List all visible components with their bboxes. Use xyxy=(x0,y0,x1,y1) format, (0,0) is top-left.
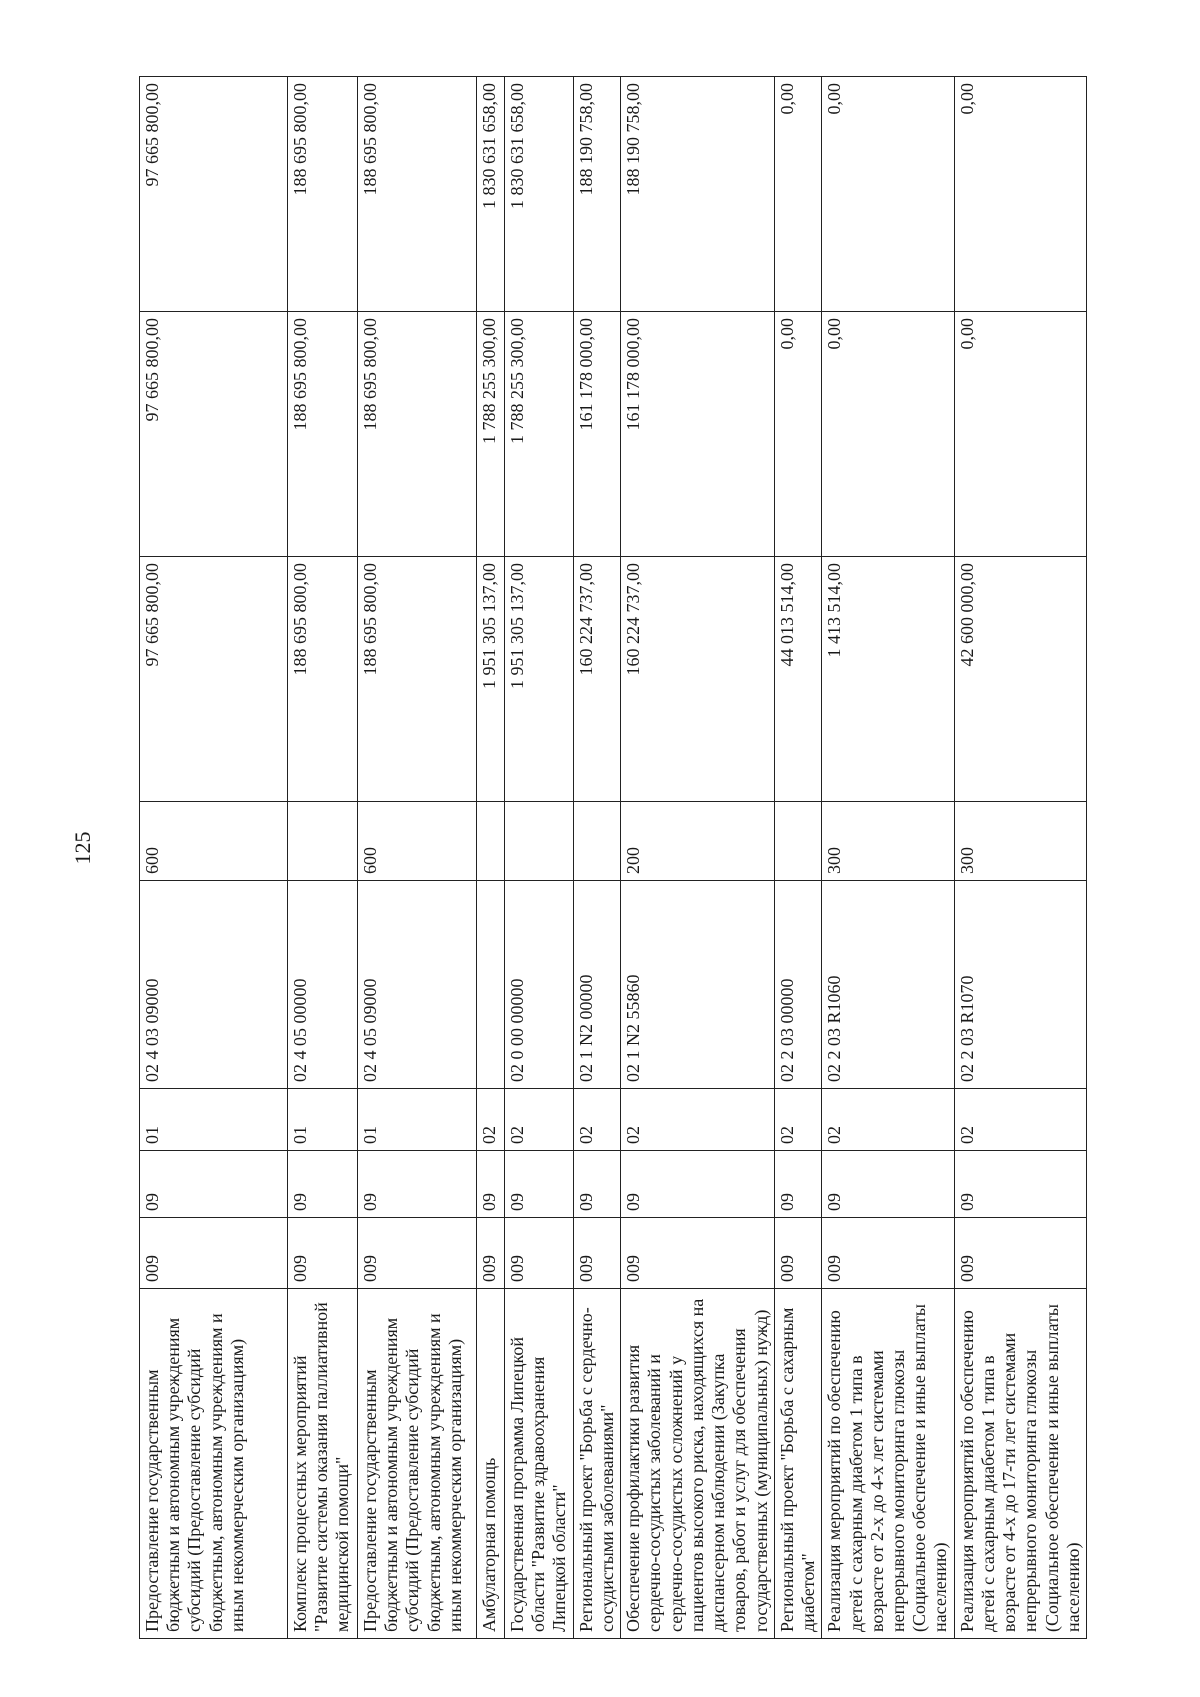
row-name-cell: Амбулаторная помощь xyxy=(477,1289,505,1639)
amount-year1-cell: 42 600 000,00 xyxy=(954,557,1086,802)
amount-year2-cell: 188 695 800,00 xyxy=(358,312,477,557)
amount-year3-cell: 1 830 631 658,00 xyxy=(505,77,574,312)
amount-year2-cell: 1 788 255 300,00 xyxy=(477,312,505,557)
row-name-cell: Обеспечение профилактики развития сердечно-сосудистых заболеваний и сердечно-сосудистых осложнений у пациентов высокого риска, находящихся на диспансерном наблюдении (Закупка товаров, работ и услуг для обеспечения государственных (муниципальных) нужд) xyxy=(621,1289,775,1639)
row-name-cell: Региональный проект "Борьба с сердечно-сосудистыми заболеваниями" xyxy=(573,1289,620,1639)
section-code-cell: 09 xyxy=(140,1151,288,1218)
ministry-code-cell: 009 xyxy=(621,1218,775,1289)
amount-year1-cell: 44 013 514,00 xyxy=(774,557,821,802)
amount-year1-cell: 1 413 514,00 xyxy=(822,557,954,802)
amount-year1-cell: 97 665 800,00 xyxy=(140,557,288,802)
row-name-cell: Предоставление государственным бюджетным и автономным учреждениям субсидий (Предоставление субсидий бюджетным, автономным учреждениям и иным некоммерческим организациям) xyxy=(140,1289,288,1639)
expense-type-cell xyxy=(573,802,620,881)
table-row xyxy=(358,77,477,1639)
section-code-cell: 09 xyxy=(288,1151,358,1218)
amount-year3-cell: 0,00 xyxy=(954,77,1086,312)
amount-year2-cell: 1 788 255 300,00 xyxy=(505,312,574,557)
subsection-code-cell: 01 xyxy=(140,1089,288,1151)
ministry-code-cell: 009 xyxy=(140,1218,288,1289)
section-code-cell: 09 xyxy=(505,1151,574,1218)
table-row xyxy=(774,77,821,1639)
amount-year3-cell: 1 830 631 658,00 xyxy=(477,77,505,312)
amount-year3-cell: 0,00 xyxy=(822,77,954,312)
expense-type-cell: 600 xyxy=(140,802,288,881)
amount-year3-cell: 0,00 xyxy=(774,77,821,312)
expense-type-cell xyxy=(477,802,505,881)
expense-type-cell: 300 xyxy=(954,802,1086,881)
table-row xyxy=(621,77,775,1639)
target-article-cell: 02 2 03 00000 xyxy=(774,881,821,1089)
amount-year2-cell: 0,00 xyxy=(822,312,954,557)
amount-year2-cell: 161 178 000,00 xyxy=(573,312,620,557)
section-code-cell: 09 xyxy=(621,1151,775,1218)
target-article-cell xyxy=(477,881,505,1089)
section-code-cell: 09 xyxy=(358,1151,477,1218)
subsection-code-cell: 02 xyxy=(822,1089,954,1151)
subsection-code-cell: 02 xyxy=(505,1089,574,1151)
expense-type-cell: 300 xyxy=(822,802,954,881)
target-article-cell: 02 1 N2 00000 xyxy=(573,881,620,1089)
expense-type-cell: 200 xyxy=(621,802,775,881)
table-row xyxy=(954,77,1086,1639)
amount-year1-cell: 160 224 737,00 xyxy=(573,557,620,802)
table-row xyxy=(477,77,505,1639)
ministry-code-cell: 009 xyxy=(288,1218,358,1289)
amount-year3-cell: 188 695 800,00 xyxy=(288,77,358,312)
expense-type-cell xyxy=(505,802,574,881)
subsection-code-cell: 02 xyxy=(954,1089,1086,1151)
target-article-cell: 02 4 05 00000 xyxy=(288,881,358,1089)
subsection-code-cell: 02 xyxy=(573,1089,620,1151)
section-code-cell: 09 xyxy=(573,1151,620,1218)
amount-year3-cell: 188 190 758,00 xyxy=(573,77,620,312)
amount-year3-cell: 97 665 800,00 xyxy=(140,77,288,312)
table-row xyxy=(573,77,620,1639)
amount-year2-cell: 0,00 xyxy=(774,312,821,557)
table-row xyxy=(140,77,288,1639)
amount-year1-cell: 1 951 305 137,00 xyxy=(505,557,574,802)
amount-year3-cell: 188 190 758,00 xyxy=(621,77,775,312)
amount-year2-cell: 188 695 800,00 xyxy=(288,312,358,557)
subsection-code-cell: 02 xyxy=(477,1089,505,1151)
row-name-cell: Предоставление государственным бюджетным и автономным учреждениям субсидий (Предоставление субсидий бюджетным, автономным учреждениям и иным некоммерческим организациям) xyxy=(358,1289,477,1639)
section-code-cell: 09 xyxy=(774,1151,821,1218)
table-row xyxy=(505,77,574,1639)
section-code-cell: 09 xyxy=(954,1151,1086,1218)
ministry-code-cell: 009 xyxy=(954,1218,1086,1289)
ministry-code-cell: 009 xyxy=(774,1218,821,1289)
section-code-cell: 09 xyxy=(822,1151,954,1218)
page-number: 125 xyxy=(70,831,95,865)
target-article-cell: 02 4 03 09000 xyxy=(140,881,288,1089)
ministry-code-cell: 009 xyxy=(573,1218,620,1289)
row-name-cell: Реализация мероприятий по обеспечению детей с сахарным диабетом 1 типа в возрасте от 4-х до 17-ти лет системами непрерывного мониторинга глюкозы (Социальное обеспечение и иные выплаты населению) xyxy=(954,1289,1086,1639)
target-article-cell: 02 1 N2 55860 xyxy=(621,881,775,1089)
row-name-cell: Реализация мероприятий по обеспечению детей с сахарным диабетом 1 типа в возрасте от 2-х до 4-х лет системами непрерывного мониторинга глюкозы (Социальное обеспечение и иные выплаты населению) xyxy=(822,1289,954,1639)
budget-table xyxy=(139,76,1087,1639)
subsection-code-cell: 02 xyxy=(774,1089,821,1151)
target-article-cell: 02 0 00 00000 xyxy=(505,881,574,1089)
amount-year2-cell: 97 665 800,00 xyxy=(140,312,288,557)
ministry-code-cell: 009 xyxy=(358,1218,477,1289)
amount-year2-cell: 161 178 000,00 xyxy=(621,312,775,557)
target-article-cell: 02 4 05 09000 xyxy=(358,881,477,1089)
ministry-code-cell: 009 xyxy=(505,1218,574,1289)
expense-type-cell: 600 xyxy=(358,802,477,881)
expense-type-cell xyxy=(288,802,358,881)
ministry-code-cell: 009 xyxy=(822,1218,954,1289)
amount-year2-cell: 0,00 xyxy=(954,312,1086,557)
target-article-cell: 02 2 03 R1070 xyxy=(954,881,1086,1089)
subsection-code-cell: 02 xyxy=(621,1089,775,1151)
ministry-code-cell: 009 xyxy=(477,1218,505,1289)
amount-year1-cell: 188 695 800,00 xyxy=(358,557,477,802)
expense-type-cell xyxy=(774,802,821,881)
target-article-cell: 02 2 03 R1060 xyxy=(822,881,954,1089)
subsection-code-cell: 01 xyxy=(288,1089,358,1151)
amount-year1-cell: 160 224 737,00 xyxy=(621,557,775,802)
table-row xyxy=(288,77,358,1639)
subsection-code-cell: 01 xyxy=(358,1089,477,1151)
row-name-cell: Региональный проект "Борьба с сахарным диабетом" xyxy=(774,1289,821,1639)
amount-year3-cell: 188 695 800,00 xyxy=(358,77,477,312)
row-name-cell: Государственная программа Липецкой области "Развитие здравоохранения Липецкой области" xyxy=(505,1289,574,1639)
section-code-cell: 09 xyxy=(477,1151,505,1218)
table-row xyxy=(822,77,954,1639)
rotated-page-content xyxy=(139,77,1101,1639)
amount-year1-cell: 188 695 800,00 xyxy=(288,557,358,802)
row-name-cell: Комплекс процессных мероприятий "Развитие системы оказания паллиативной медицинской помощи" xyxy=(288,1289,358,1639)
amount-year1-cell: 1 951 305 137,00 xyxy=(477,557,505,802)
